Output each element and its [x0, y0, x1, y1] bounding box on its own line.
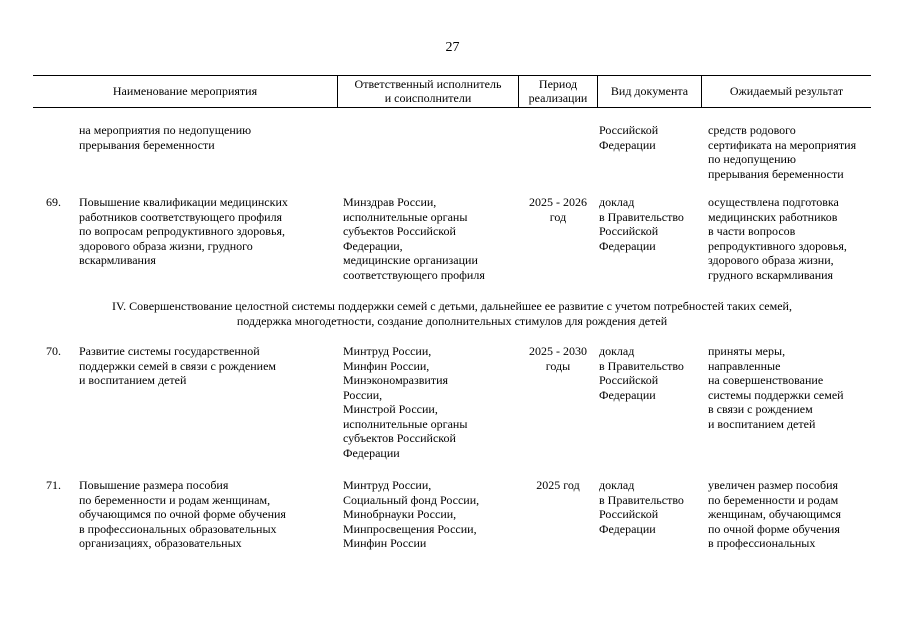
row-result: средств родового сертификата на мероприятия по недопущению прерывания беременности: [708, 123, 857, 181]
row-doc-type: доклад в Правительство Российской Федерации: [599, 478, 684, 536]
page-number: 27: [445, 40, 460, 55]
row-result: увеличен размер пособия по беременности и родам женщинам, обучающимся по очной форме обучения в профессиональных: [708, 478, 841, 550]
row-period: 2025 год: [536, 478, 580, 492]
row-number: 71.: [46, 478, 61, 492]
row-result: приняты меры, направленные на совершенствование системы поддержки семей в связи с рождением и воспитанием детей: [708, 344, 844, 431]
row-executor: Минтруд России, Социальный фонд России, Минобрнауки России, Минпросвещения России, Минфин России: [343, 478, 480, 550]
row-doc-type: доклад в Правительство Российской Федерации: [599, 344, 684, 402]
row-executor: Минздрав России, исполнительные органы субъектов Российской Федерации, медицинские организации соответствующего профиля: [343, 195, 485, 282]
row-number: 69.: [46, 195, 61, 209]
header-executor: Ответственный исполнитель и соисполнители: [354, 77, 502, 105]
row-period: 2025 - 2030 годы: [529, 344, 587, 373]
row-doc-type: Российской Федерации: [599, 123, 659, 152]
section-heading: IV. Совершенствование целостной системы поддержки семей с детьми, дальнейшее ее развитие с учетом потребностей таких семей, поддержка многодетности, создание дополнительных стимулов для рождения детей: [112, 299, 792, 328]
header-name: Наименование мероприятия: [112, 84, 258, 98]
header-bottom-rule: [33, 107, 871, 108]
row-executor: Минтруд России, Минфин России, Минэкономразвития России, Минстрой России, исполнительные органы субъектов Российской Федерации: [343, 344, 468, 460]
row-name: Развитие системы государственной поддержки семей в связи с рождением и воспитанием детей: [79, 344, 276, 387]
row-name: на мероприятия по недопущению прерывания беременности: [79, 123, 252, 152]
row-number: 70.: [46, 344, 61, 358]
header-result: Ожидаемый результат: [729, 84, 844, 98]
row-period: 2025 - 2026 год: [529, 195, 587, 224]
header-doc-type: Вид документа: [610, 84, 689, 98]
header-period: Период реализации: [528, 77, 588, 105]
row-name: Повышение размера пособия по беременности и родам женщинам, обучающимся по очной форме обучения в профессиональных образовательных организациях, образовательных: [79, 478, 286, 550]
row-result: осуществлена подготовка медицинских работников в части вопросов репродуктивного здоровья, здорового образа жизни, грудного вскармливания: [708, 195, 847, 282]
row-name: Повышение квалификации медицинских работников соответствующего профиля по вопросам репродуктивного здоровья, здорового образа жизни, грудного вскармливания: [79, 195, 288, 267]
row-doc-type: доклад в Правительство Российской Федерации: [599, 195, 684, 253]
